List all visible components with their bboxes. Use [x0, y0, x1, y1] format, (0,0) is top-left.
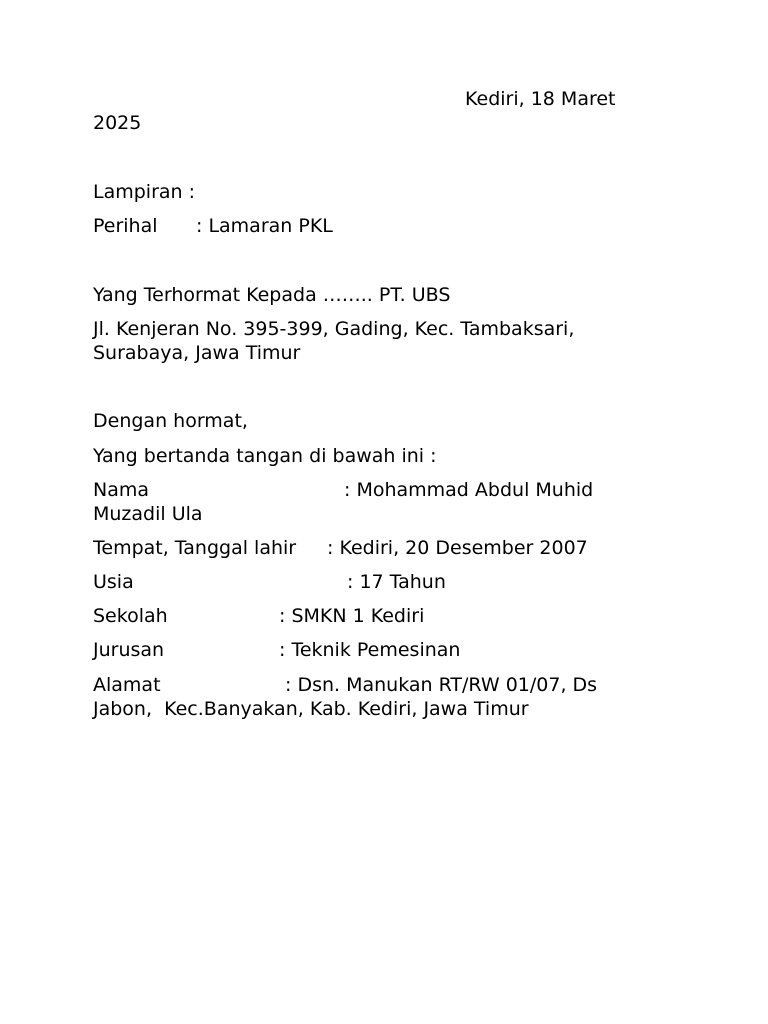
ttl-value: : Kediri, 20 Desember 2007	[327, 537, 588, 559]
sekolah-value: : SMKN 1 Kediri	[279, 605, 425, 627]
jurusan-value: : Teknik Pemesinan	[279, 639, 461, 661]
date-line-1: Kediri, 18 Maret	[465, 88, 616, 110]
ttl-label: Tempat, Tanggal lahir	[93, 537, 297, 559]
address-line-1: Jl. Kenjeran No. 395-399, Gading, Kec. Tambaksari,	[93, 318, 575, 340]
perihal-value: : Lamaran PKL	[196, 215, 333, 237]
perihal-label: Perihal	[93, 215, 158, 237]
nama-value: : Mohammad Abdul Muhid	[344, 479, 594, 501]
alamat-value: : Dsn. Manukan RT/RW 01/07, Ds	[285, 674, 598, 696]
nama-continuation: Muzadil Ula	[93, 503, 203, 525]
usia-label: Usia	[93, 571, 134, 593]
lampiran-line: Lampiran :	[93, 181, 196, 203]
alamat-label: Alamat	[93, 674, 161, 696]
address-line-2: Surabaya, Jawa Timur	[93, 342, 301, 364]
date-line-2: 2025	[93, 112, 142, 134]
sekolah-label: Sekolah	[93, 605, 168, 627]
greeting-line: Dengan hormat,	[93, 410, 248, 432]
intro-line: Yang bertanda tangan di bawah ini :	[93, 445, 437, 467]
nama-label: Nama	[93, 479, 150, 501]
recipient-line: Yang Terhormat Kepada …….. PT. UBS	[93, 284, 451, 306]
usia-value: : 17 Tahun	[347, 571, 446, 593]
alamat-continuation: Jabon, Kec.Banyakan, Kab. Kediri, Jawa Timur	[93, 698, 529, 720]
jurusan-label: Jurusan	[93, 639, 165, 661]
